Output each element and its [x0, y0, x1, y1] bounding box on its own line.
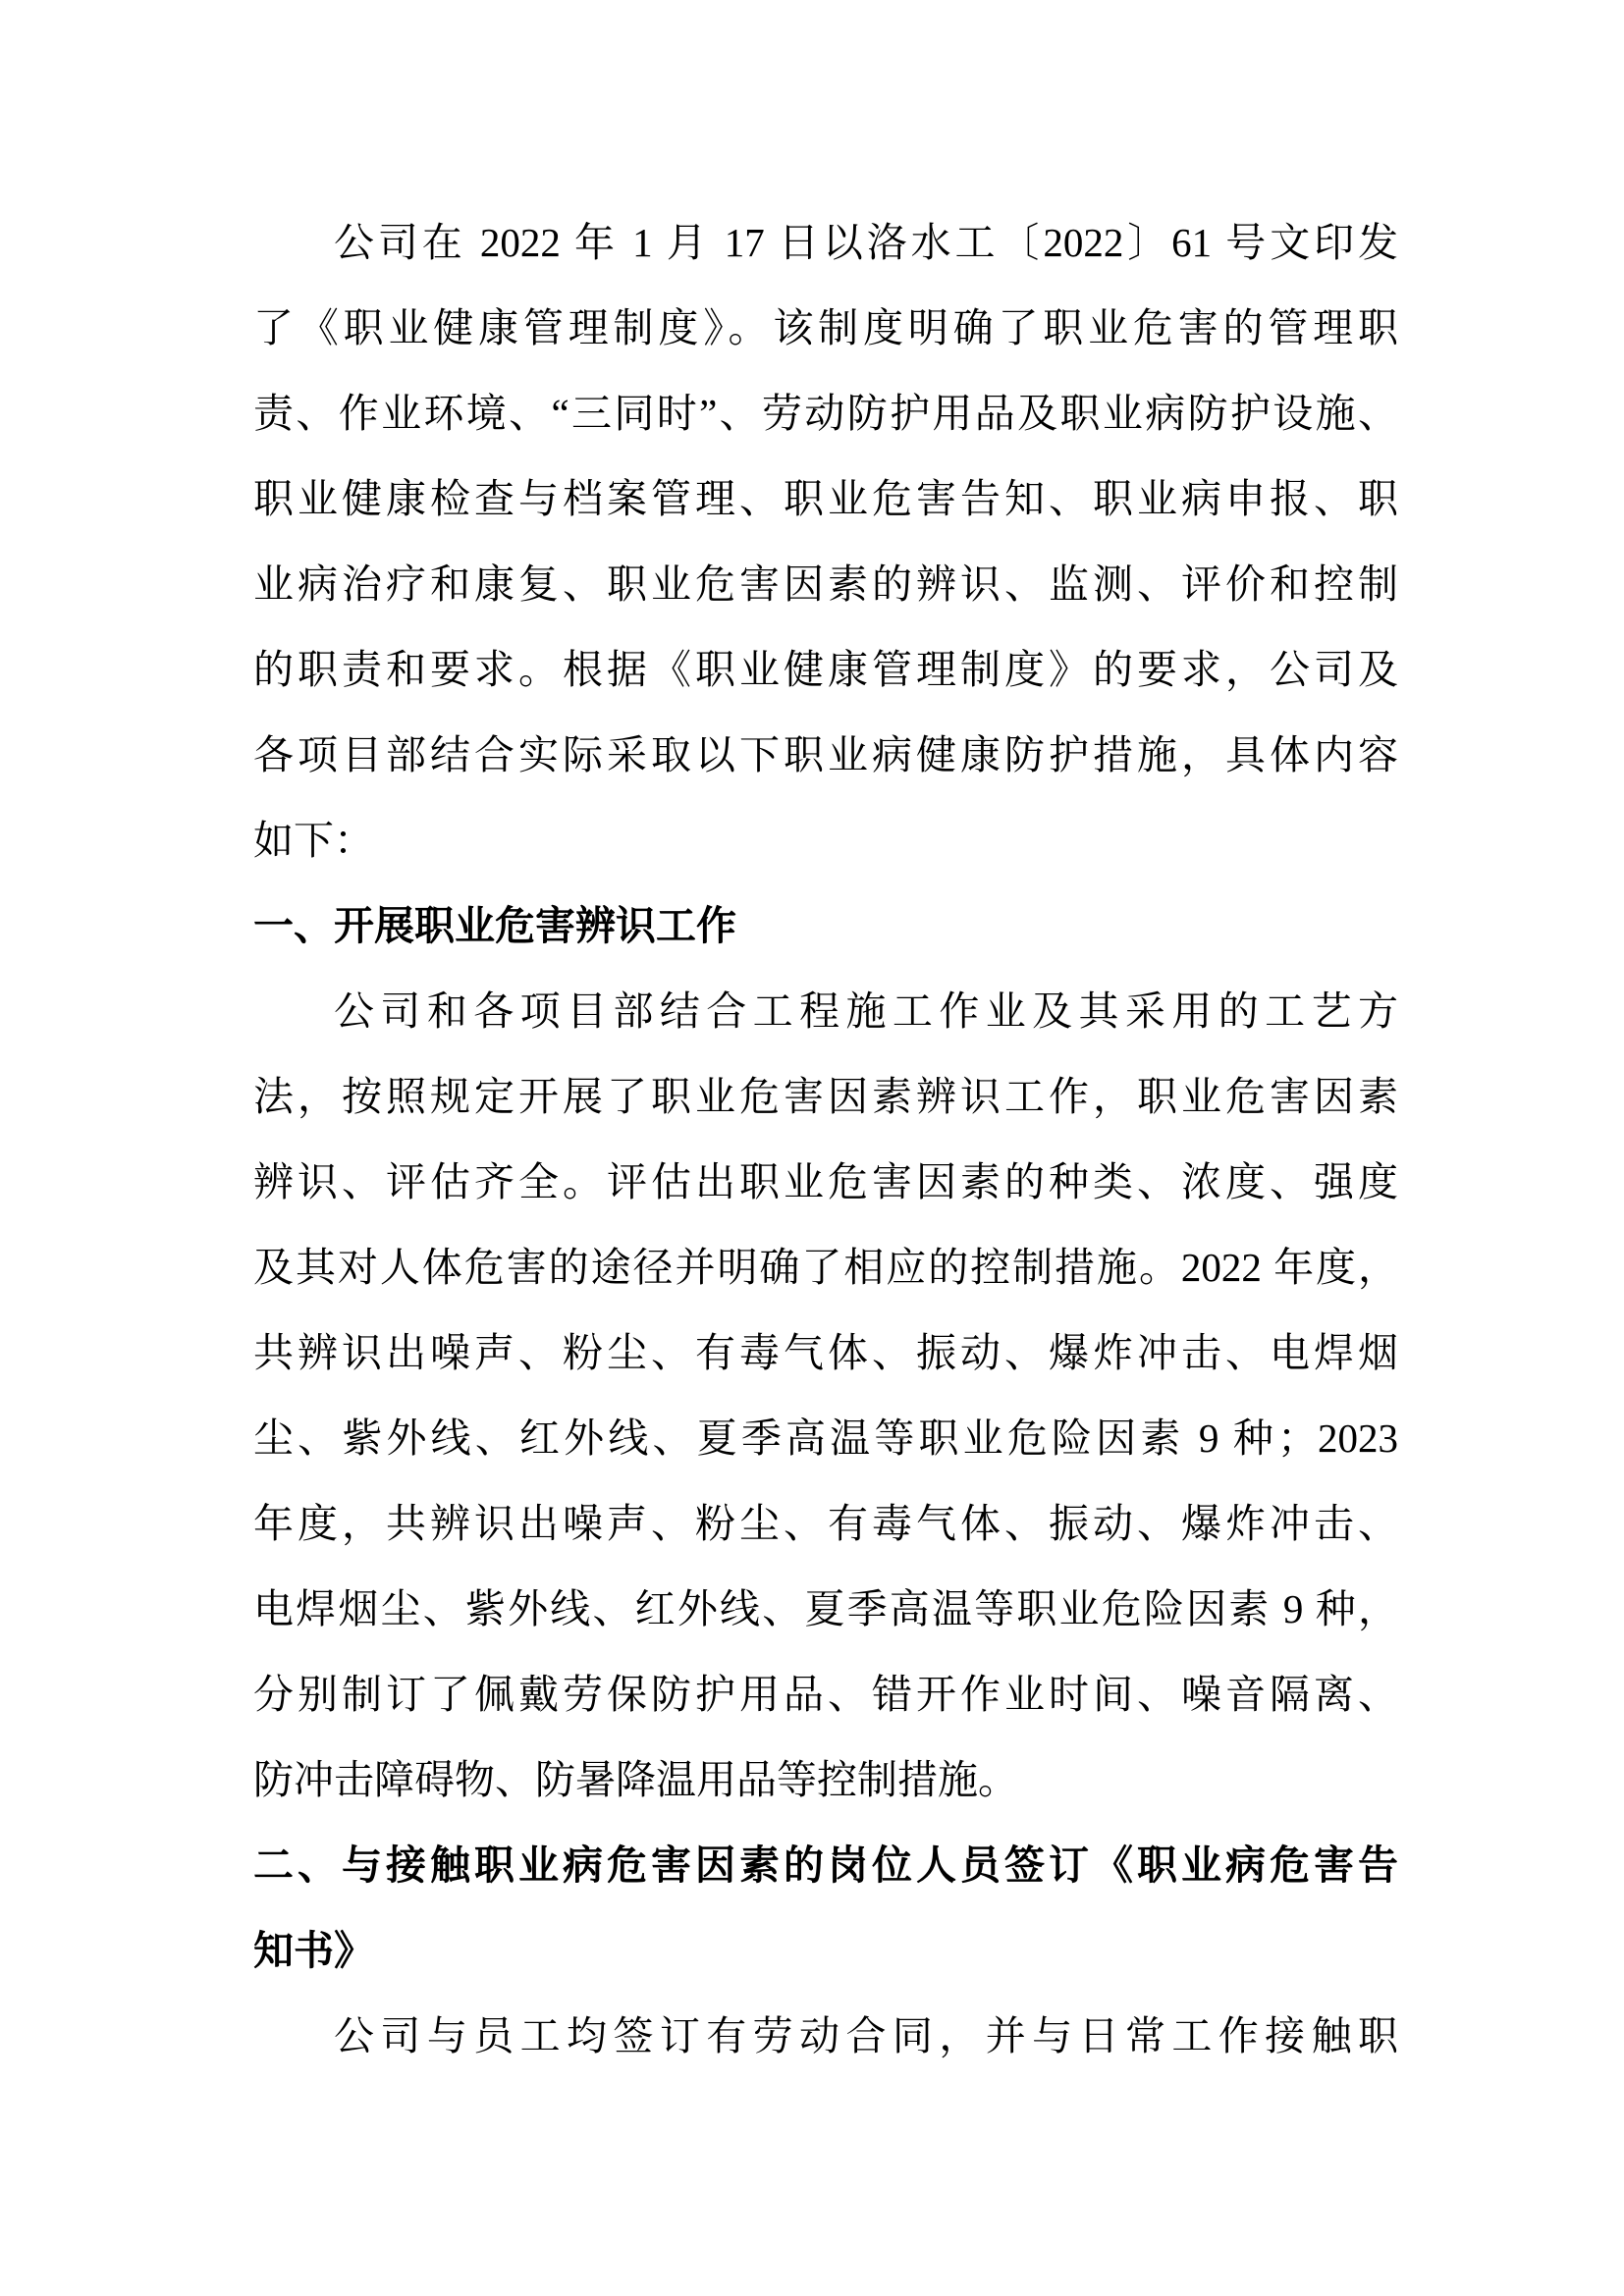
body-text-line: 年度，共辨识出噪声、粉尘、有毒气体、振动、爆炸冲击、: [253, 1501, 1398, 1546]
document-text-block: [253, 200, 1398, 2079]
body-text-line: 责、作业环境、“三同时”、劳动防护用品及职业病防护设施、: [253, 391, 1398, 436]
body-text-line: 公司和各项目部结合工程施工作业及其采用的工艺方: [334, 988, 1398, 1034]
body-text-line: 如下：: [253, 818, 374, 863]
body-text-line: 及其对人体危害的途径并明确了相应的控制措施。2022 年度，: [253, 1245, 1398, 1290]
body-text-line: 防冲击障碍物、防暑降温用品等控制措施。: [253, 1757, 1018, 1802]
body-text-line: 电焊烟尘、紫外线、红外线、夏季高温等职业危险因素 9 种，: [253, 1586, 1398, 1631]
body-text-line: 各项目部结合实际采取以下职业病健康防护措施，具体内容: [253, 732, 1398, 777]
body-text-line: 公司在 2022 年 1 月 17 日以洛水工〔2022〕61 号文印发: [334, 220, 1398, 265]
body-text-line: 分别制订了佩戴劳保防护用品、错开作业时间、噪音隔离、: [253, 1672, 1398, 1717]
body-text-line: 法，按照规定开展了职业危害因素辨识工作，职业危害因素: [253, 1074, 1398, 1119]
body-text-line: 职业健康检查与档案管理、职业危害告知、职业病申报、职: [253, 476, 1398, 521]
body-text-line: 业病治疗和康复、职业危害因素的辨识、监测、评价和控制: [253, 561, 1398, 607]
body-text-line: 尘、紫外线、红外线、夏季高温等职业危险因素 9 种；2023: [253, 1415, 1398, 1461]
body-text-line: 的职责和要求。根据《职业健康管理制度》的要求，公司及: [253, 647, 1398, 692]
body-text-line: 辨识、评估齐全。评估出职业危害因素的种类、浓度、强度: [253, 1159, 1398, 1204]
section-heading-line: 知书》: [253, 1928, 374, 1973]
section-heading-line: 二、与接触职业病危害因素的岗位人员签订《职业病危害告: [253, 1842, 1398, 1888]
body-text-line: 了《职业健康管理制度》。该制度明确了职业危害的管理职: [253, 305, 1398, 350]
body-text-line: 公司与员工均签订有劳动合同，并与日常工作接触职: [334, 2013, 1398, 2058]
body-text-line: 共辨识出噪声、粉尘、有毒气体、振动、爆炸冲击、电焊烟: [253, 1330, 1398, 1375]
section-heading-line: 一、开展职业危害辨识工作: [253, 903, 736, 948]
